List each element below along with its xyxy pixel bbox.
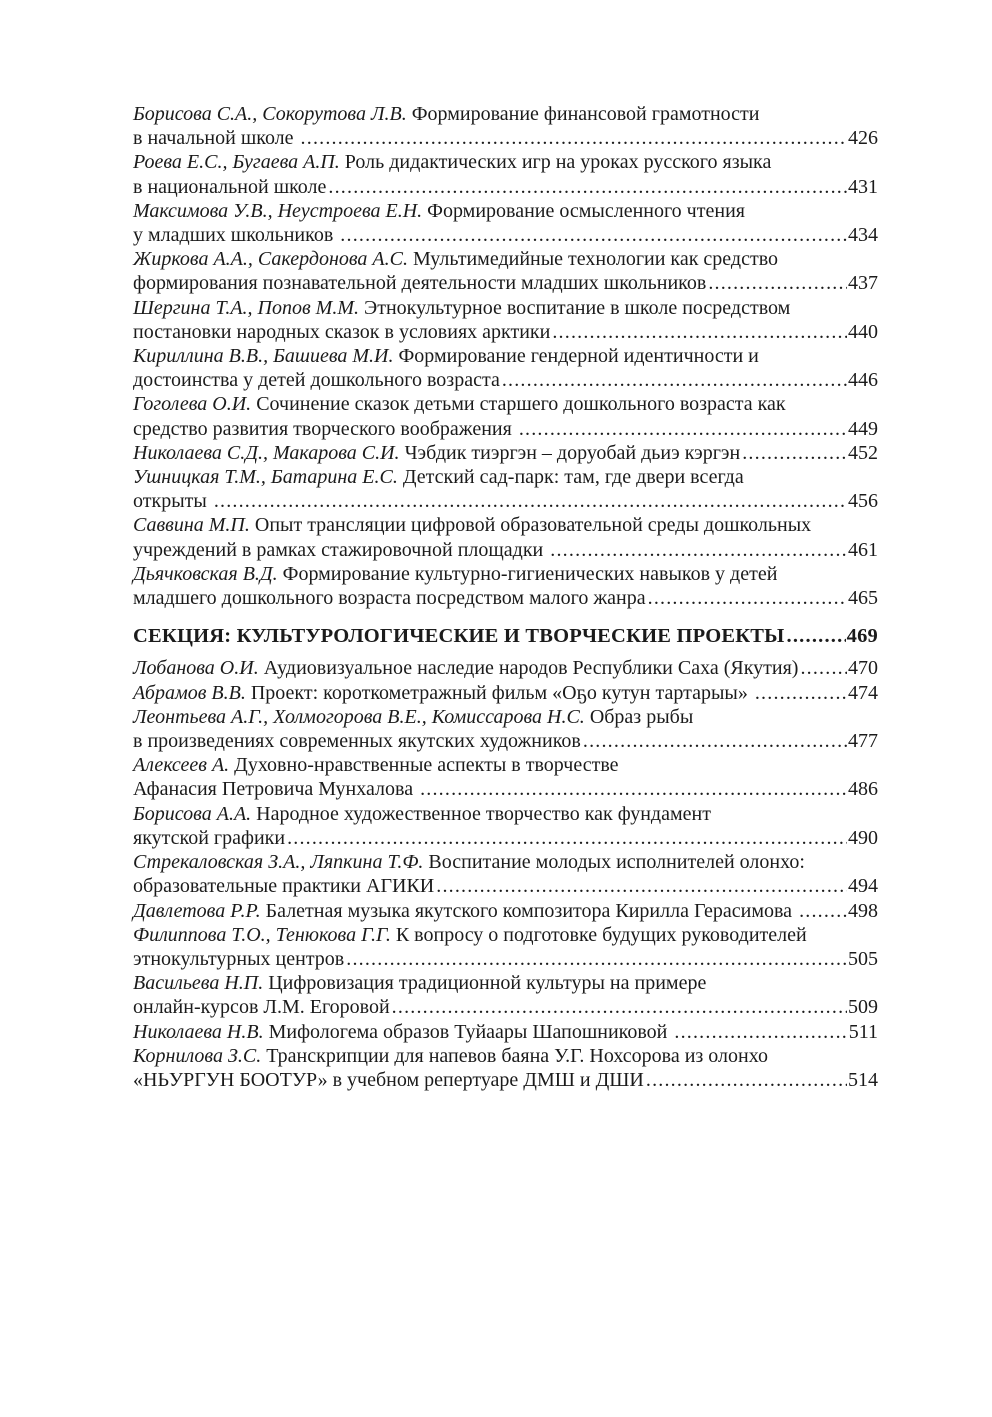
toc-authors: Абрамов В.В. [133, 681, 246, 704]
toc-line [133, 417, 878, 441]
toc-entry [133, 681, 878, 705]
toc-authors: Максимова У.В., Неустроева Е.Н. [133, 199, 423, 222]
toc-entry [133, 344, 878, 392]
dot-leader [502, 368, 847, 392]
toc-title: Формирование гендерной идентичности и [393, 345, 759, 368]
toc-line [133, 175, 878, 199]
dot-leader [550, 538, 847, 562]
toc-line [133, 826, 878, 850]
toc-line [133, 562, 878, 586]
toc-title: формирования познавательной деятельности младших школьников [133, 272, 707, 295]
toc-title: Формирование финансовой грамотности [406, 103, 760, 125]
toc-line [133, 681, 878, 705]
toc-page-number: 426 [848, 127, 878, 150]
toc-page-number: 449 [848, 417, 878, 440]
toc-entry [133, 656, 878, 680]
dot-leader [742, 441, 847, 465]
toc-entry [133, 247, 878, 295]
toc-title: онлайн-курсов Л.М. Егоровой [133, 996, 390, 1019]
toc-page-number: 446 [848, 369, 878, 392]
toc-page-number: 452 [848, 441, 878, 464]
toc-title: учреждений в рамках стажировочной площадки [133, 538, 549, 561]
toc-line [133, 971, 878, 995]
toc-line [133, 995, 878, 1019]
toc-entry [133, 899, 878, 923]
toc-title: Цифровизация традиционной культуры на примере [263, 972, 707, 995]
toc-page-number: 461 [848, 538, 878, 561]
toc-entry [133, 850, 878, 898]
toc-line [133, 489, 878, 513]
toc-line [133, 1044, 878, 1068]
toc-line [133, 777, 878, 801]
toc-page-number: 431 [848, 175, 878, 198]
toc-entry [133, 753, 878, 801]
toc-line [133, 320, 878, 344]
toc-entry [133, 513, 878, 561]
toc-title: Детский сад-парк: там, где двери всегда [397, 466, 744, 489]
toc-title: Народное художественное творчество как фундамент [251, 802, 711, 825]
toc-line [133, 705, 878, 729]
toc-line [133, 344, 878, 368]
toc-authors: Стрекаловская З.А., Ляпкина Т.Ф. [133, 851, 424, 874]
toc-list [133, 102, 878, 1092]
toc-title: Роль дидактических игр на уроках русского языка [339, 151, 772, 174]
toc-authors: Кириллина В.В., Башиева М.И. [133, 345, 394, 368]
dot-leader [787, 624, 846, 648]
toc-title: «НЬУРГУН БООТУР» в учебном репертуаре ДМШ и ДШИ [133, 1068, 644, 1091]
toc-page-number: 474 [848, 681, 878, 704]
toc-title: достоинства у детей дошкольного возраста [133, 369, 500, 392]
toc-line [133, 753, 878, 777]
toc-line [133, 441, 878, 465]
toc-title: открыты [133, 490, 212, 513]
toc-title: средство развития творческого воображения [133, 417, 517, 440]
toc-page-number: 477 [848, 730, 878, 753]
toc-page-number: 469 [846, 625, 878, 648]
toc-authors: Лобанова О.И. [133, 657, 259, 680]
toc-entry [133, 562, 878, 610]
toc-authors: Давлетова Р.Р. [133, 899, 261, 922]
toc-authors: Дьячковская В.Д. [133, 562, 278, 585]
toc-authors: Саввина М.П. [133, 514, 250, 537]
toc-page-number: 509 [848, 996, 878, 1019]
toc-line [133, 729, 878, 753]
toc-authors: Филиппова Т.О., Тенюкова Г.Г. [133, 923, 391, 946]
toc-section-header [133, 624, 878, 648]
toc-line [133, 586, 878, 610]
toc-title: постановки народных сказок в условиях арктики [133, 320, 551, 343]
toc-entry [133, 1020, 878, 1044]
toc-authors: Алексеев А. [133, 754, 230, 777]
dot-leader [519, 417, 847, 441]
toc-line [133, 923, 878, 947]
toc-authors: Николаева С.Д., Макарова С.И. [133, 441, 400, 464]
toc-title: Образ рыбы [584, 705, 694, 728]
toc-entry [133, 465, 878, 513]
toc-title: якутской графики [133, 826, 286, 849]
toc-authors: Борисова А.А. [133, 802, 252, 825]
toc-title: Транскрипции для напевов баяна У.Г. Нохсорова из олонхо [261, 1044, 768, 1067]
toc-entry [133, 705, 878, 753]
dot-leader [436, 874, 847, 898]
toc-line [133, 223, 878, 247]
toc-title: младшего дошкольного возраста посредством малого жанра [133, 587, 646, 610]
dot-leader [800, 656, 847, 680]
toc-entry [133, 971, 878, 1019]
toc-authors: Корнилова З.С. [133, 1044, 262, 1067]
toc-line [133, 102, 878, 126]
toc-title: Мифологема образов Туйаары Шапошниковой [263, 1020, 673, 1043]
toc-authors: Жиркова А.А., Сакердонова А.С. [133, 248, 408, 271]
toc-authors: Васильева Н.П. [133, 972, 264, 995]
toc-entry [133, 199, 878, 247]
toc-page-number: 498 [848, 899, 878, 922]
toc-line [133, 199, 878, 223]
toc-line [133, 392, 878, 416]
toc-line [133, 296, 878, 320]
toc-title: Чэбдик тиэргэн – доруобай дьиэ кэргэн [399, 441, 741, 464]
toc-line [133, 899, 878, 923]
dot-leader [648, 586, 847, 610]
toc-title: у младших школьников [133, 224, 339, 247]
toc-entry [133, 296, 878, 344]
toc-entry [133, 150, 878, 198]
toc-title: Формирование культурно-гигиенических навыков у детей [277, 562, 778, 585]
toc-title: Аудиовизуальное наследие народов Республики Саха (Якутия) [258, 657, 799, 680]
dot-leader [346, 947, 847, 971]
toc-title: Мультимедийные технологии как средство [407, 248, 779, 271]
toc-title: в начальной школе [133, 127, 299, 150]
toc-line [133, 802, 878, 826]
toc-authors: Шергина Т.А., Попов М.М. [133, 296, 359, 319]
toc-title: Воспитание молодых исполнителей олонхо: [423, 851, 805, 874]
toc-entry [133, 102, 878, 150]
toc-title: Духовно-нравственные аспекты в творчестве [229, 754, 619, 777]
dot-leader [287, 826, 847, 850]
toc-title: Проект: короткометражный фильм «Оҕо кутун тартарыы» [245, 681, 753, 704]
toc-title: Опыт трансляции цифровой образовательной среды дошкольных [249, 514, 812, 537]
toc-title: в произведениях современных якутских художников [133, 730, 581, 753]
toc-authors: Леонтьева А.Г., Холмогорова В.Е., Комиссарова Н.С. [133, 705, 585, 728]
toc-title: этнокультурных центров [133, 947, 345, 970]
dot-leader [708, 271, 847, 295]
toc-line [133, 150, 878, 174]
toc-title: образовательные практики АГИКИ [133, 875, 435, 898]
toc-title: Балетная музыка якутского композитора Кирилла Герасимова [260, 899, 798, 922]
dot-leader [674, 1020, 847, 1044]
toc-page-number: 494 [848, 875, 878, 898]
dot-leader [301, 126, 847, 150]
toc-line [133, 247, 878, 271]
toc-authors: Роева Е.С., Бугаева А.П. [133, 151, 340, 174]
dot-leader [799, 899, 847, 923]
toc-authors: Гоголева О.И. [133, 393, 252, 416]
toc-title: Сочинение сказок детьми старшего дошкольного возраста как [251, 393, 786, 416]
toc-section-title: СЕКЦИЯ: КУЛЬТУРОЛОГИЧЕСКИЕ И ТВОРЧЕСКИЕ ПРОЕКТЫ [133, 625, 785, 648]
toc-page-number: 437 [848, 272, 878, 295]
toc-page-number: 456 [848, 490, 878, 513]
toc-page-number: 490 [848, 826, 878, 849]
toc-authors: Борисова С.А., Сокорутова Л.В. [133, 103, 407, 125]
dot-leader [755, 681, 847, 705]
toc-line [133, 874, 878, 898]
toc-entry [133, 802, 878, 850]
toc-line [133, 126, 878, 150]
toc-line [133, 368, 878, 392]
dot-leader [420, 777, 847, 801]
toc-line [133, 947, 878, 971]
toc-line [133, 1068, 878, 1092]
dot-leader [646, 1068, 847, 1092]
toc-entry [133, 441, 878, 465]
toc-page-number: 470 [848, 657, 878, 680]
toc-line [133, 624, 878, 648]
toc-page-number: 434 [848, 224, 878, 247]
toc-line [133, 465, 878, 489]
toc-entry [133, 923, 878, 971]
toc-line [133, 656, 878, 680]
toc-page-number: 486 [848, 778, 878, 801]
toc-line [133, 538, 878, 562]
toc-title: в национальной школе [133, 175, 327, 198]
toc-title: К вопросу о подготовке будущих руководителей [390, 923, 807, 946]
toc-line [133, 513, 878, 537]
toc-line [133, 850, 878, 874]
toc-authors: Ушницкая Т.М., Батарина Е.С. [133, 466, 398, 489]
dot-leader [328, 175, 847, 199]
toc-page-number: 440 [848, 320, 878, 343]
toc-line [133, 271, 878, 295]
toc-page-number: 514 [848, 1068, 878, 1091]
toc-page-number: 465 [848, 587, 878, 610]
toc-line [133, 1020, 878, 1044]
dot-leader [340, 223, 847, 247]
toc-entry [133, 1044, 878, 1092]
toc-title: Афанасия Петровича Мунхалова [133, 778, 419, 801]
toc-title: Этнокультурное воспитание в школе посредством [359, 296, 791, 319]
dot-leader [583, 729, 847, 753]
dot-leader [214, 489, 847, 513]
toc-authors: Николаева Н.В. [133, 1020, 264, 1043]
toc-page-number: 511 [848, 1020, 878, 1043]
toc-page-number: 505 [848, 947, 878, 970]
toc-entry [133, 392, 878, 440]
dot-leader [392, 995, 847, 1019]
dot-leader [552, 320, 847, 344]
toc-title: Формирование осмысленного чтения [422, 199, 745, 222]
